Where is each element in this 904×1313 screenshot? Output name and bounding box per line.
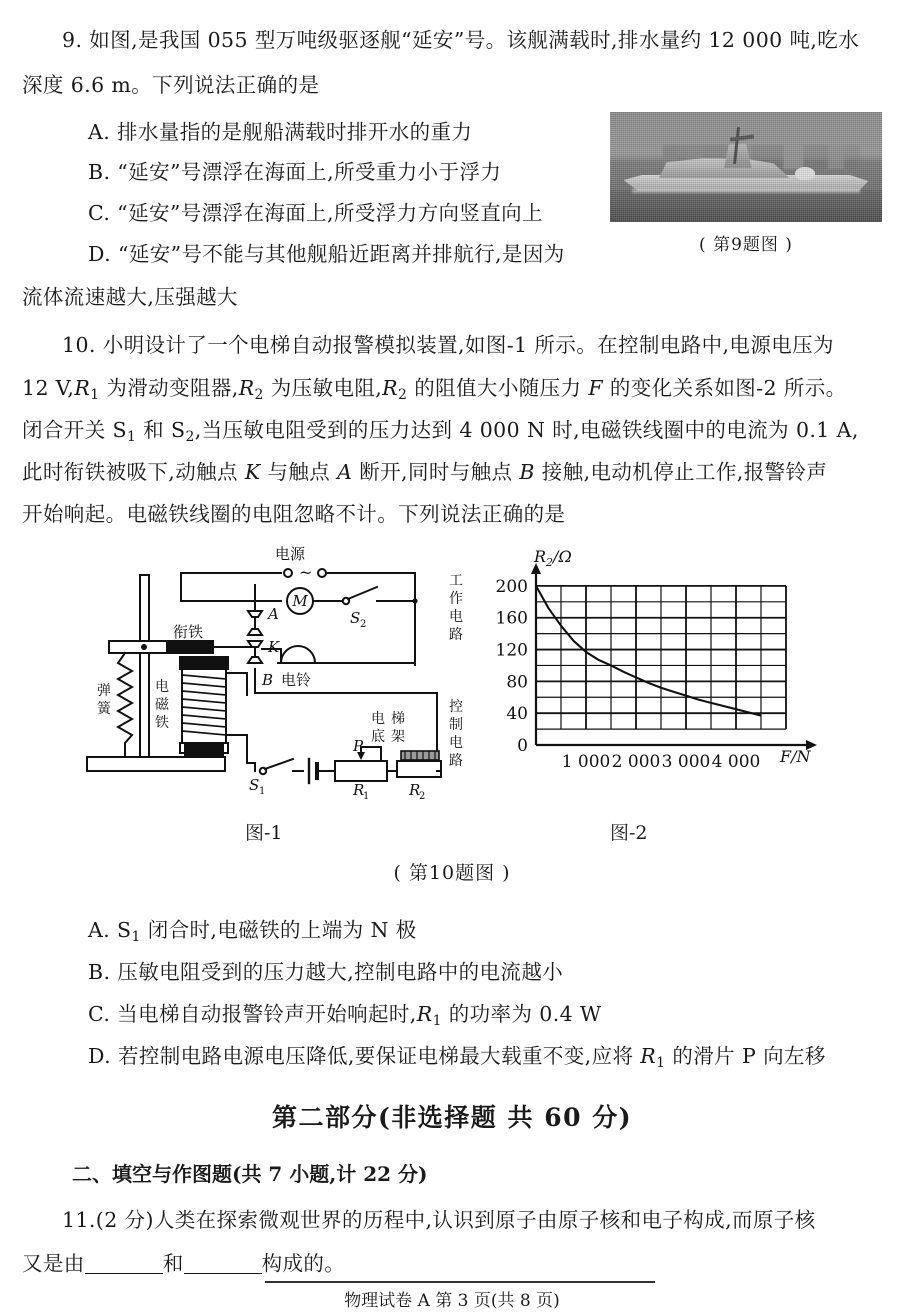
label-power: 电源 — [275, 545, 306, 563]
circuit-svg — [85, 545, 475, 805]
label-s1: S — [249, 776, 260, 794]
q10-l4-K: K — [244, 460, 261, 484]
q10-l2-p9: 的阻值大小随压力 — [407, 376, 589, 400]
q10-l2-r2: R — [238, 376, 255, 400]
part-two-heading: 第二部分(非选择题 共 60 分) — [271, 1103, 633, 1132]
power-terminal-right — [318, 569, 326, 577]
label-work-char1: 工 — [449, 573, 463, 589]
q10-option-c[interactable] — [88, 1004, 601, 1029]
chart-y-tick-0: 0 — [517, 736, 528, 756]
coil-top-cap — [180, 657, 228, 669]
q10-l2-p0: 12 V, — [22, 376, 75, 400]
q10-stem-line-3 — [22, 420, 859, 445]
q10-l3-p0: 闭合开关 S — [22, 418, 127, 442]
label-r1: R — [353, 781, 365, 799]
coil-lead-top — [226, 673, 247, 695]
lever-pivot — [141, 644, 147, 650]
q10-stem-line-4 — [22, 462, 827, 483]
stand-post — [140, 575, 149, 757]
q9-option-b[interactable]: B. “延安”号漂浮在海面上,所受重力小于浮力 — [88, 160, 502, 184]
label-bell: 电铃 — [281, 671, 312, 689]
armature-block — [167, 641, 213, 653]
r2-vs-f-chart — [468, 540, 828, 805]
q10-oc-sub: 1 — [432, 1012, 442, 1029]
q10-l2-p3: 为滑动变阻器, — [99, 376, 239, 400]
q10-l2-r1: R — [74, 376, 91, 400]
chart-curve — [536, 586, 761, 716]
q9-figure — [610, 112, 882, 255]
s2-blade — [348, 587, 377, 599]
q10-stem-line-1: 10. 小明设计了一个电梯自动报警模拟装置,如图-1 所示。在控制电路中,电源电压为 — [62, 333, 834, 357]
q10-stem-line-5: 开始响起。电磁铁线圈的电阻忽略不计。下列说法正确的是 — [22, 502, 566, 526]
q10-oa-p2: 闭合时,电磁铁的上端为 N 极 — [140, 918, 417, 942]
q10-oa-letter: A. — [88, 918, 111, 942]
stand-base — [87, 757, 225, 771]
q10-od-p0: 若控制电路电源电压降低,要保证电梯最大载重不变,应将 — [111, 1044, 641, 1068]
label-em-char3: 铁 — [155, 715, 169, 731]
q10-od-letter: D. — [88, 1044, 112, 1068]
q10-l4-p2: 与触点 — [260, 460, 338, 484]
q10-l3-p4: ,当压敏电阻受到的压力达到 4 000 N 时,电磁铁线圈中的电流为 0.1 A, — [194, 418, 859, 442]
label-ctrl-char3: 电 — [449, 735, 463, 751]
chart-y-tick-120: 120 — [495, 640, 528, 661]
q9-option-a[interactable]: A. 排水量指的是舰船满载时排开水的重力 — [88, 120, 473, 144]
q10-l4-p0: 此时衔铁被吸下,动触点 — [22, 460, 245, 484]
q11-stem-line-2 — [22, 1252, 345, 1274]
label-spring-char2: 簧 — [97, 701, 111, 717]
q9-stem-line-1: 9. 如图,是我国 055 型万吨级驱逐舰“延安”号。该舰满载时,排水量约 12 000 吨,吃水 — [62, 28, 860, 52]
q10-ob-letter: B. — [88, 960, 111, 984]
q10-figure-caption: ( 第10题图 ) — [393, 862, 511, 884]
power-terminal-left — [284, 569, 292, 577]
label-contact-a: A — [268, 605, 279, 623]
q10-option-b[interactable] — [88, 962, 563, 983]
label-work-char4: 路 — [449, 627, 463, 643]
q10-l4-A: A — [337, 460, 353, 484]
q9-stem-line-2: 深度 6.6 m。下列说法正确的是 — [22, 73, 320, 97]
chart-axes — [531, 563, 817, 750]
label-ac-symbol: ~ — [299, 563, 313, 582]
label-ctrl-char1: 控 — [449, 699, 463, 715]
q10-l3-s1sub: 1 — [126, 428, 137, 445]
chart-x-tick-4000: 4 000 — [711, 752, 761, 772]
label-s2-sub: 2 — [360, 619, 367, 630]
label-elev-char4: 架 — [391, 729, 405, 745]
rheostat-r1-body — [335, 761, 387, 781]
label-elev-char2: 梯 — [391, 711, 405, 727]
chart-y-tick-200: 200 — [495, 576, 528, 597]
label-work-char3: 电 — [449, 609, 463, 625]
lever-arm-left — [109, 641, 167, 653]
label-spring-char1: 弹 — [97, 683, 111, 699]
q10-figure-2-chart — [468, 540, 828, 805]
chart-x-tick-1000: 1 000 — [561, 752, 611, 772]
photo-grain-overlay — [610, 112, 882, 222]
figure-1-label: 图-1 — [245, 822, 283, 844]
label-elev-char1: 电 — [371, 711, 385, 727]
elevator-base-plate — [401, 751, 439, 760]
q10-l2-p6: 为压敏电阻, — [263, 376, 383, 400]
q10-l2-r1sub: 1 — [90, 386, 100, 403]
q10-oc-r1: R — [416, 1002, 433, 1026]
s1-blade — [265, 759, 293, 769]
coil-core-bottom — [185, 745, 223, 757]
chart-x-tick-3000: 3 000 — [661, 752, 711, 772]
q10-oa-sub: 1 — [131, 928, 141, 945]
chart-x-axis-label: F/N — [780, 747, 811, 766]
q10-l3-p2: 和 S — [136, 418, 186, 442]
q10-oc-p3: 的功率为 0.4 W — [441, 1002, 602, 1026]
label-work-char2: 作 — [449, 591, 463, 607]
q10-figure-1-circuit — [85, 545, 475, 805]
q10-l4-p6: 接触,电动机停止工作,报警铃声 — [534, 460, 828, 484]
q10-l4-p4: 断开,同时与触点 — [352, 460, 520, 484]
q10-l2-p11: 的变化关系如图-2 所示。 — [602, 376, 847, 400]
q10-l4-B: B — [519, 460, 535, 484]
q10-oc-letter: C. — [88, 1002, 111, 1026]
contact-assembly — [248, 611, 262, 663]
q11-blank-2[interactable] — [184, 1252, 262, 1274]
q10-option-a[interactable] — [88, 920, 417, 945]
label-em-char2: 磁 — [155, 697, 169, 713]
bell-dome — [281, 646, 315, 663]
r2-body — [397, 761, 441, 777]
q9-stem-line-3: 流体流速越大,压强越大 — [22, 285, 238, 309]
footer-rule — [265, 1281, 655, 1283]
q10-l2-F: F — [588, 376, 603, 400]
coil-lead-bottom — [226, 735, 255, 763]
label-armature: 衔铁 — [173, 623, 204, 641]
q10-oa-p0: S — [110, 918, 132, 942]
chart-y-tick-80: 80 — [506, 672, 528, 693]
label-r2: R — [409, 781, 421, 799]
chart-gridlines — [536, 586, 786, 729]
label-em-char1: 电 — [155, 679, 169, 695]
label-r2-sub: 2 — [419, 791, 426, 802]
label-s2: S — [350, 609, 361, 627]
chart-y-tick-40: 40 — [506, 704, 528, 725]
q11-blank-1[interactable] — [85, 1252, 163, 1274]
section-two-heading: 二、填空与作图题(共 7 小题,计 22 分) — [72, 1162, 428, 1186]
q11-mid: 和 — [162, 1251, 184, 1276]
q10-l2-r2bsub: 2 — [398, 386, 408, 403]
chart-x-tick-2000: 2 000 — [611, 752, 661, 772]
q11-stem-line-1: 11.(2 分)人类在探索微观世界的历程中,认识到原子由原子核和电子构成,而原子核 — [62, 1208, 816, 1232]
q11-pre: 又是由 — [22, 1251, 85, 1276]
label-ctrl-char4: 路 — [449, 753, 463, 769]
label-r1-sub: 1 — [363, 791, 370, 802]
label-elev-char3: 底 — [371, 729, 385, 745]
figure-2-label: 图-2 — [610, 822, 648, 844]
q9-option-c[interactable]: C. “延安”号漂浮在海面上,所受浮力方向竖直向上 — [88, 201, 543, 225]
q10-l2-r2sub: 2 — [254, 386, 264, 403]
chart-y-axis-label: $R_2/\Omega$ — [534, 547, 572, 569]
page-footer: 物理试卷 A 第 3 页(共 8 页) — [344, 1291, 560, 1311]
q10-l3-s2sub: 2 — [185, 428, 195, 445]
label-slider-p: P — [353, 737, 364, 755]
q10-od-r1: R — [640, 1044, 657, 1068]
destroyer-photo — [610, 112, 882, 222]
q10-ob-p0: 压敏电阻受到的压力越大,控制电路中的电流越小 — [110, 960, 564, 984]
q10-option-d[interactable] — [88, 1046, 826, 1071]
q10-oc-p0: 当电梯自动报警铃声开始响起时, — [110, 1002, 417, 1026]
contact-b-post — [248, 657, 262, 663]
q10-od-sub: 1 — [656, 1054, 666, 1071]
label-s1-sub: 1 — [259, 786, 266, 797]
chart-y-tick-160: 160 — [495, 608, 528, 629]
q11-post: 构成的。 — [261, 1251, 346, 1276]
label-motor: M — [292, 592, 308, 610]
q9-option-d[interactable]: D. “延安”号不能与其他舰船近距离并排航行,是因为 — [88, 242, 565, 266]
q9-figure-caption: ( 第9题图 ) — [699, 235, 793, 255]
q10-stem-line-2 — [22, 378, 847, 403]
spring-zigzag — [118, 653, 132, 757]
label-ctrl-char2: 制 — [449, 717, 463, 733]
label-contact-k: K — [268, 638, 280, 656]
q10-l2-r2b: R — [382, 376, 399, 400]
q10-od-p3: 的滑片 P 向左移 — [665, 1044, 826, 1068]
label-contact-b: B — [262, 671, 274, 689]
